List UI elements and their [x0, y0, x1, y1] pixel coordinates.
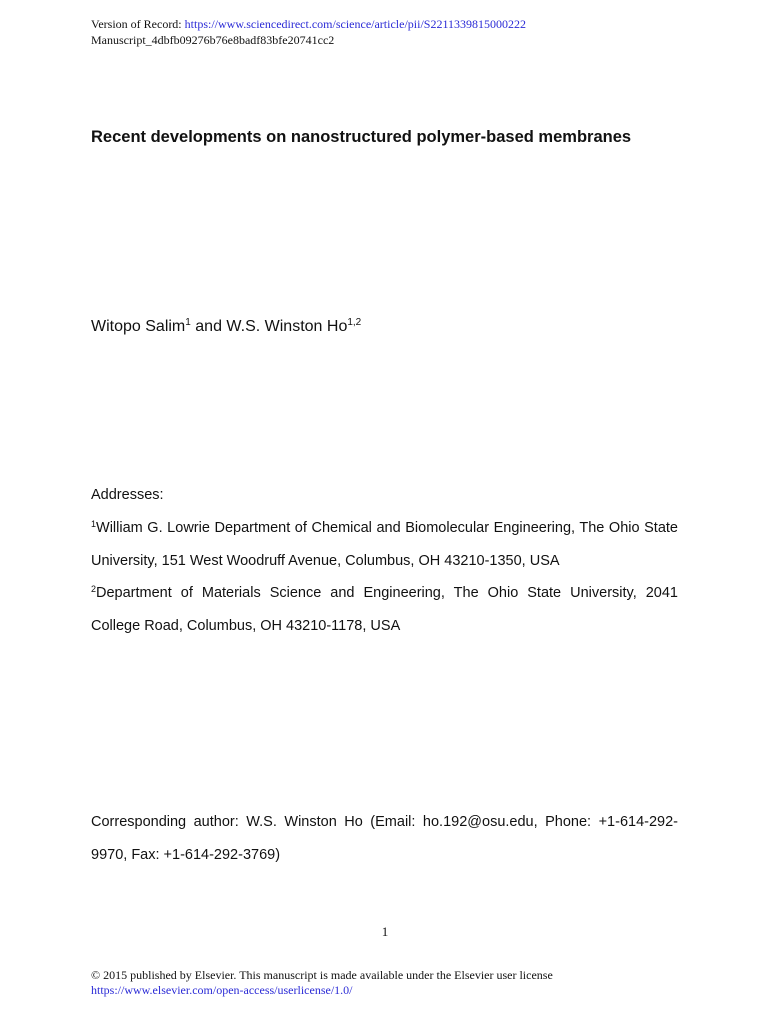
- address-2-text: Department of Materials Science and Engineering, The Ohio State University, 2041 College Road, Columbus, OH 43210-1178, USA: [91, 585, 678, 634]
- author-2-name: W.S. Winston Ho: [226, 318, 348, 335]
- page-number: 1: [381, 924, 389, 939]
- author-line: [91, 318, 361, 336]
- address-1: [91, 512, 678, 578]
- license-link[interactable]: https://www.elsevier.com/open-access/userlicense/1.0/: [91, 983, 353, 997]
- author-2-affiliation-mark: 1,2: [347, 317, 362, 328]
- version-of-record-line: [91, 17, 526, 31]
- author-1-affiliation-mark: 1: [185, 317, 191, 328]
- address-1-text: William G. Lowrie Department of Chemical and Biomolecular Engineering, The Ohio State University, 151 West Woodruff Avenue, Columbus, OH 43210-1350, USA: [91, 520, 678, 569]
- license-footer: [91, 968, 553, 998]
- author-conjunction: and: [195, 318, 222, 335]
- version-of-record-label: Version of Record:: [91, 17, 182, 31]
- author-1-name: Witopo Salim: [91, 318, 186, 335]
- license-text: © 2015 published by Elsevier. This manuscript is made available under the Elsevier user license: [91, 968, 553, 982]
- address-2: [91, 577, 678, 643]
- corresponding-author: Corresponding author: W.S. Winston Ho (Email: ho.192@osu.edu, Phone: +1-614-292-9970, Fax: +1-614-292-3769): [91, 814, 678, 863]
- version-of-record-link[interactable]: https://www.sciencedirect.com/science/article/pii/S2211339815000222: [184, 17, 527, 31]
- manuscript-id: Manuscript_4dbfb09276b76e8badf83bfe20741cc2: [91, 33, 335, 47]
- address-2-marker: 2: [91, 584, 97, 594]
- addresses-heading: Addresses:: [91, 487, 164, 503]
- address-1-marker: 1: [91, 519, 97, 529]
- paper-title: Recent developments on nanostructured polymer-based membranes: [91, 128, 632, 146]
